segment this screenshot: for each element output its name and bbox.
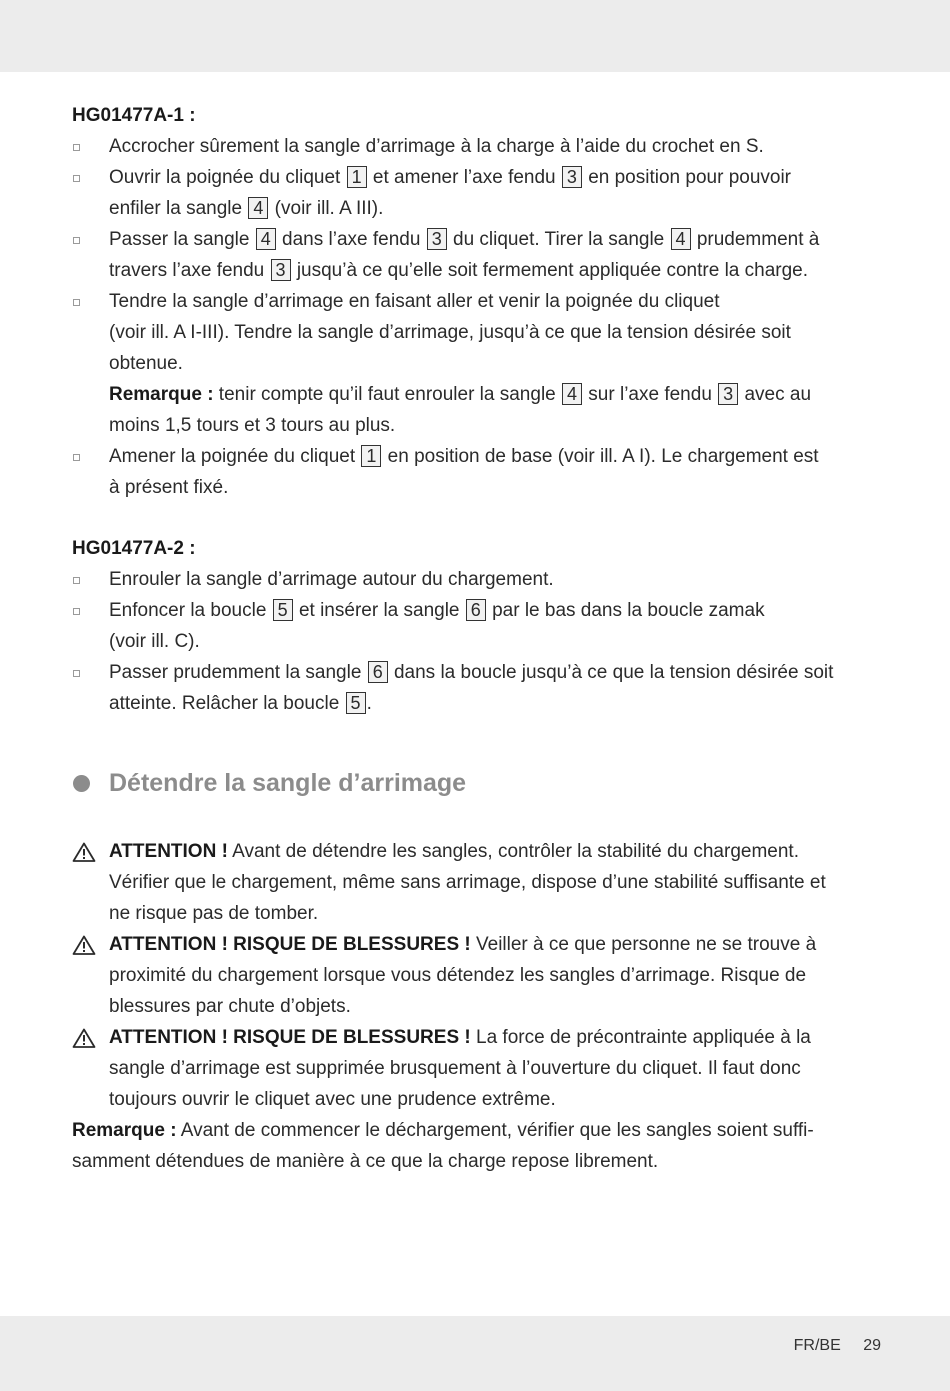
instruction-list-1 xyxy=(72,131,877,503)
list-item xyxy=(72,224,877,286)
part-number-label: 3 xyxy=(271,259,291,281)
list-item xyxy=(72,657,877,719)
list-item xyxy=(72,564,877,595)
text-line: Remarque : tenir compte qu’il faut enrouler la sangle 4 sur l’axe fendu 3 avec au xyxy=(109,384,812,405)
text-line: (voir ill. C). xyxy=(109,631,200,652)
warning-item xyxy=(72,836,877,929)
text-line: Remarque : Avant de commencer le déchargement, vérifier que les sangles soient suffi- xyxy=(72,1120,814,1141)
text-line: Tendre la sangle d’arrimage en faisant aller et venir la poignée du cliquet xyxy=(109,291,720,312)
text-line: Amener la poignée du cliquet 1 en position de base (voir ill. A I). Le chargement est xyxy=(109,446,819,467)
part-number-label: 4 xyxy=(671,228,691,250)
footer-locale: FR/BE xyxy=(793,1337,841,1354)
text-line: ne risque pas de tomber. xyxy=(109,903,319,924)
text-line: Enfoncer la boucle 5 et insérer la sangle 6 par le bas dans la boucle zamak xyxy=(109,600,765,621)
checkbox-bullet-icon xyxy=(73,577,80,584)
checkbox-bullet-icon xyxy=(73,670,80,677)
heading-hg01477a-1: HG01477A-1 : xyxy=(72,105,196,126)
list-item xyxy=(72,162,877,224)
part-number-label: 1 xyxy=(361,445,381,467)
warning-item xyxy=(72,929,877,1022)
instruction-list-2 xyxy=(72,564,877,719)
part-number-label: 4 xyxy=(248,197,268,219)
section-heading xyxy=(72,766,877,800)
text-line: sangle d’arrimage est supprimée brusquement à l’ouverture du cliquet. Il faut donc xyxy=(109,1058,801,1079)
text-line: Ouvrir la poignée du cliquet 1 et amener l’axe fendu 3 en position pour pouvoir xyxy=(109,167,792,188)
bold-label: Remarque : xyxy=(109,384,214,405)
checkbox-bullet-icon xyxy=(73,237,80,244)
page-number: 29 xyxy=(863,1337,881,1354)
final-note xyxy=(72,1115,877,1177)
page-footer xyxy=(794,1337,881,1355)
part-number-label: 5 xyxy=(346,692,366,714)
warning-triangle-icon xyxy=(72,842,96,862)
list-item xyxy=(72,441,877,503)
part-number-label: 6 xyxy=(368,661,388,683)
text-line: proximité du chargement lorsque vous détendez les sangles d’arrimage. Risque de xyxy=(109,965,807,986)
text-line: atteinte. Relâcher la boucle 5 . xyxy=(109,693,372,714)
text-line: ATTENTION ! RISQUE DE BLESSURES ! Veiller à ce que personne ne se trouve à xyxy=(109,934,817,955)
text-line: travers l’axe fendu 3 jusqu’à ce qu’elle soit fermement appliquée contre la charge. xyxy=(109,260,809,281)
text-line: (voir ill. A I-III). Tendre la sangle d’arrimage, jusqu’à ce que la tension désirée soit xyxy=(109,322,791,343)
part-number-label: 4 xyxy=(562,383,582,405)
section-bullet-icon xyxy=(73,775,90,792)
text-line: obtenue. xyxy=(109,353,183,374)
text-line: blessures par chute d’objets. xyxy=(109,996,351,1017)
part-number-label: 5 xyxy=(273,599,293,621)
text-line: Passer la sangle 4 dans l’axe fendu 3 du cliquet. Tirer la sangle 4 prudemment à xyxy=(109,229,820,250)
text-line: Enrouler la sangle d’arrimage autour du chargement. xyxy=(109,569,554,590)
checkbox-bullet-icon xyxy=(73,608,80,615)
text-line: toujours ouvrir le cliquet avec une prudence extrême. xyxy=(109,1089,556,1110)
part-number-label: 3 xyxy=(718,383,738,405)
page-content xyxy=(72,100,877,1177)
section-title: Détendre la sangle d’arrimage xyxy=(109,769,467,797)
list-item xyxy=(72,131,877,162)
text-line: Vérifier que le chargement, même sans arrimage, dispose d’une stabilité suffisante et xyxy=(109,872,826,893)
part-number-label: 3 xyxy=(427,228,447,250)
text-line: à présent fixé. xyxy=(109,477,229,498)
text-line: samment détendues de manière à ce que la charge repose librement. xyxy=(72,1151,659,1172)
checkbox-bullet-icon xyxy=(73,175,80,182)
heading-hg01477a-2: HG01477A-2 : xyxy=(72,538,196,559)
list-item xyxy=(72,595,877,657)
text-line: moins 1,5 tours et 3 tours au plus. xyxy=(109,415,396,436)
warning-triangle-icon xyxy=(72,1028,96,1048)
bold-label: ATTENTION ! RISQUE DE BLESSURES ! xyxy=(109,1027,471,1048)
top-band xyxy=(0,0,950,72)
checkbox-bullet-icon xyxy=(73,144,80,151)
list-item xyxy=(72,286,877,441)
part-number-label: 1 xyxy=(347,166,367,188)
warning-list xyxy=(72,836,877,1115)
warning-triangle-icon xyxy=(72,935,96,955)
part-number-label: 4 xyxy=(256,228,276,250)
text-line: Accrocher sûrement la sangle d’arrimage à la charge à l’aide du crochet en S. xyxy=(109,136,764,157)
checkbox-bullet-icon xyxy=(73,454,80,461)
part-number-label: 3 xyxy=(562,166,582,188)
bold-label: Remarque : xyxy=(72,1120,177,1141)
checkbox-bullet-icon xyxy=(73,299,80,306)
part-number-label: 6 xyxy=(466,599,486,621)
bold-label: ATTENTION ! xyxy=(109,841,228,862)
warning-item xyxy=(72,1022,877,1115)
text-line: ATTENTION ! RISQUE DE BLESSURES ! La force de précontrainte appliquée à la xyxy=(109,1027,811,1048)
bold-label: ATTENTION ! RISQUE DE BLESSURES ! xyxy=(109,934,471,955)
text-line: ATTENTION ! Avant de détendre les sangles, contrôler la stabilité du chargement. xyxy=(109,841,799,862)
text-line: Passer prudemment la sangle 6 dans la boucle jusqu’à ce que la tension désirée soit xyxy=(109,662,834,683)
text-line: enfiler la sangle 4 (voir ill. A III). xyxy=(109,198,384,219)
